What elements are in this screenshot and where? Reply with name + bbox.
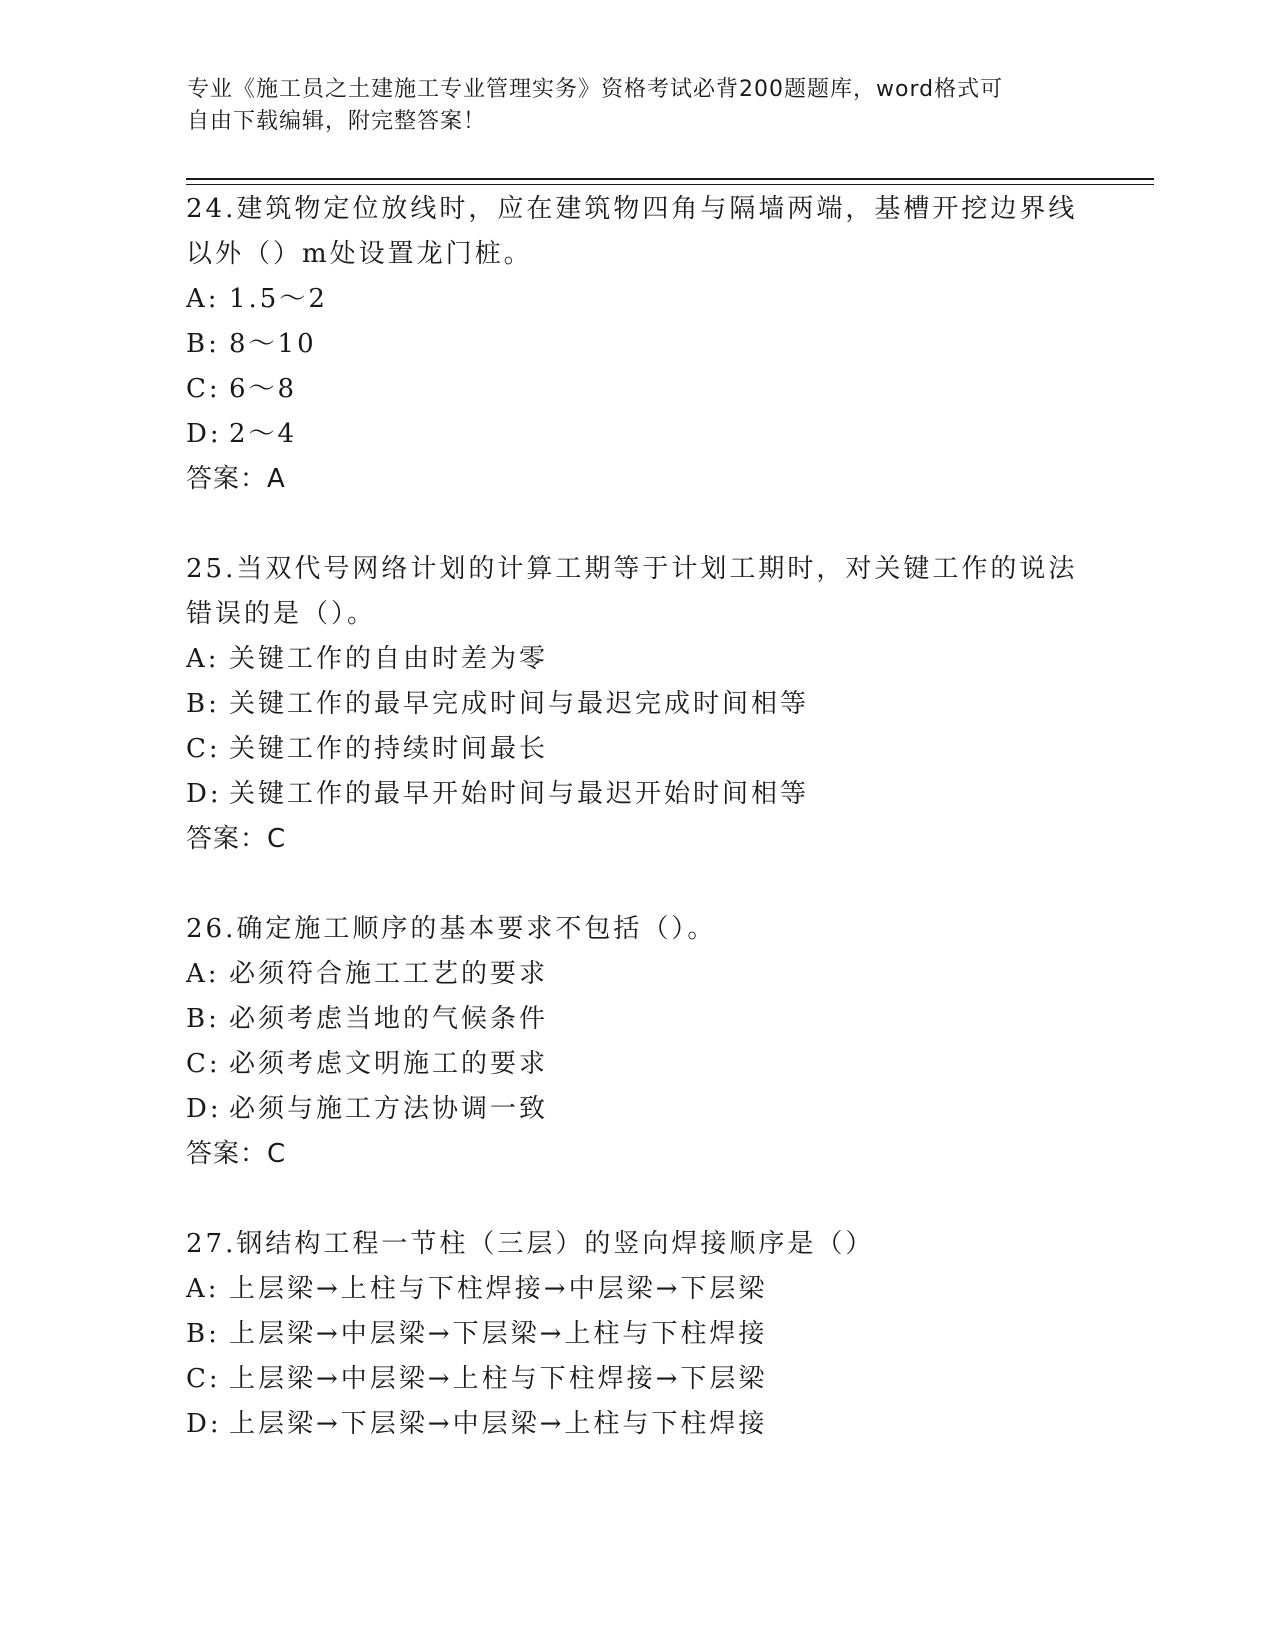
answer-line: 答案：C — [186, 1139, 287, 1169]
option-letter: C: — [186, 1364, 221, 1394]
option-text: 必须考虑文明施工的要求 — [229, 1049, 549, 1079]
option-text: 6～8 — [229, 374, 298, 404]
option-text: 关键工作的最早开始时间与最迟开始时间相等 — [229, 779, 810, 809]
option-a — [186, 637, 1086, 682]
option-c — [186, 1042, 1086, 1087]
option-letter: B: — [186, 689, 220, 719]
header-line-2: 自由下载编辑，附完整答案！ — [187, 109, 487, 134]
option-letter: A: — [186, 1274, 220, 1304]
question-stem-line: 27.钢结构工程一节柱（三层）的竖向焊接顺序是（） — [186, 1229, 875, 1259]
option-text: 8～10 — [229, 329, 317, 359]
option-a — [186, 1267, 1086, 1312]
option-letter: C: — [186, 374, 221, 404]
option-text: 必须符合施工工艺的要求 — [229, 959, 549, 989]
question-stem-line: 错误的是（）。 — [186, 599, 377, 629]
option-c — [186, 367, 1086, 412]
question-stem-line: 25.当双代号网络计划的计算工期等于计划工期时，对关键工作的说法 — [186, 554, 1078, 584]
option-a — [186, 277, 1086, 322]
option-a — [186, 952, 1086, 997]
question-stem-line: 24.建筑物定位放线时，应在建筑物四角与隔墙两端，基槽开挖边界线 — [186, 194, 1078, 224]
question-24 — [186, 187, 1086, 502]
answer-line: 答案：A — [186, 464, 286, 494]
header-line-1: 专业《施工员之土建施工专业管理实务》资格考试必背200题题库，word格式可 — [187, 77, 1004, 102]
question-26 — [186, 907, 1086, 1177]
header-rule-thick — [186, 178, 1154, 180]
option-text: 上层梁→下层梁→中层梁→上柱与下柱焊接 — [229, 1409, 768, 1439]
answer-line: 答案：C — [186, 824, 287, 854]
option-d — [186, 772, 1086, 817]
option-d — [186, 1087, 1086, 1132]
option-letter: C: — [186, 734, 221, 764]
option-letter: D: — [186, 1409, 222, 1439]
option-text: 2～4 — [229, 419, 298, 449]
document-header — [187, 74, 1087, 138]
option-letter: B: — [186, 329, 220, 359]
question-25 — [186, 547, 1086, 862]
option-letter: A: — [186, 959, 220, 989]
option-b — [186, 322, 1086, 367]
header-rule-thin — [186, 184, 1154, 185]
option-text: 关键工作的最早完成时间与最迟完成时间相等 — [229, 689, 810, 719]
option-c — [186, 727, 1086, 772]
option-text: 关键工作的自由时差为零 — [229, 644, 549, 674]
option-text: 必须与施工方法协调一致 — [229, 1094, 549, 1124]
question-stem-line: 以外（）m处设置龙门桩。 — [186, 239, 533, 269]
option-text: 上层梁→中层梁→下层梁→上柱与下柱焊接 — [229, 1319, 768, 1349]
option-text: 1.5～2 — [229, 284, 328, 314]
option-b — [186, 682, 1086, 727]
option-letter: A: — [186, 284, 220, 314]
question-27 — [186, 1222, 1086, 1447]
option-letter: C: — [186, 1049, 221, 1079]
option-letter: D: — [186, 779, 222, 809]
option-text: 必须考虑当地的气候条件 — [229, 1004, 549, 1034]
option-d — [186, 412, 1086, 457]
option-c — [186, 1357, 1086, 1402]
option-text: 关键工作的持续时间最长 — [229, 734, 549, 764]
option-letter: D: — [186, 419, 222, 449]
option-letter: B: — [186, 1319, 220, 1349]
option-d — [186, 1402, 1086, 1447]
option-text: 上层梁→上柱与下柱焊接→中层梁→下层梁 — [229, 1274, 768, 1304]
question-stem-line: 26.确定施工顺序的基本要求不包括（）。 — [186, 914, 717, 944]
option-b — [186, 1312, 1086, 1357]
option-text: 上层梁→中层梁→上柱与下柱焊接→下层梁 — [229, 1364, 768, 1394]
option-letter: A: — [186, 644, 220, 674]
option-letter: B: — [186, 1004, 220, 1034]
option-b — [186, 997, 1086, 1042]
option-letter: D: — [186, 1094, 222, 1124]
